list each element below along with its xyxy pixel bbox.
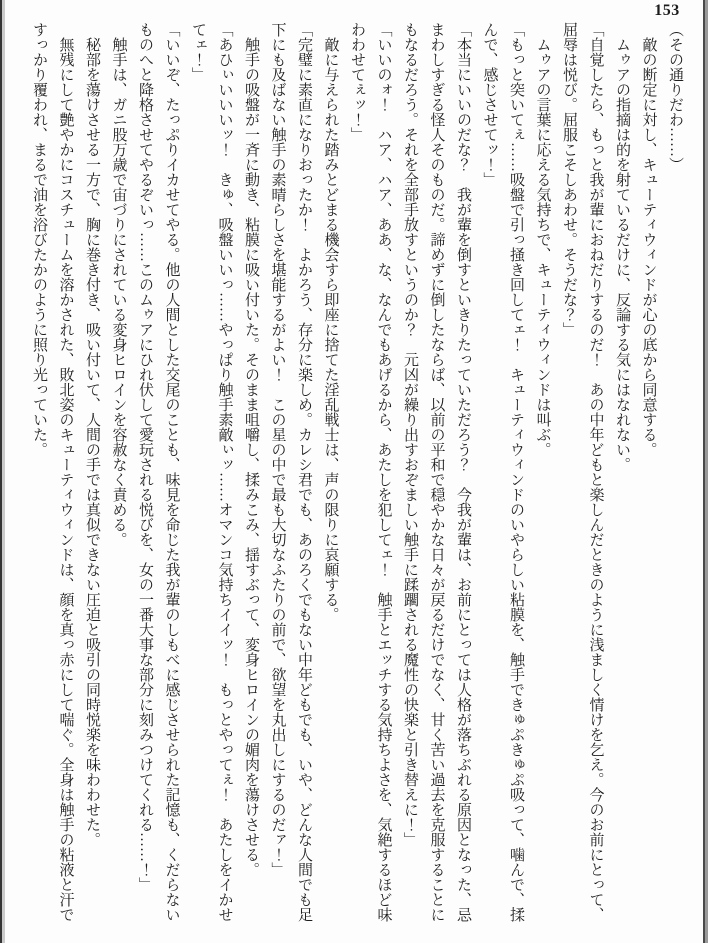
- page-right-edge: [703, 0, 708, 943]
- paragraph: 秘部を蕩けさせる一方で、胸に巻き付き、吸い付いて、人間の手では真似できない圧迫と吸引の同時悦楽を味わわせた。: [84, 37, 100, 847]
- paragraph: 「自覚したら、もっと我が輩におねだりするのだ！ あの中年どもと楽しんだときのように浅ましく情けを乞え。今のお前にとって、屈辱は悦び。屈服こそしあわせ。そうだな？」: [561, 22, 604, 922]
- paragraph: 触手は、ガニ股万歳で宙づりにされている変身ヒロインを容赦なく責める。: [110, 37, 127, 547]
- page-left-edge: [0, 0, 5, 943]
- paragraph: 無残にして艶やかにコスチュームを溶かされた、敗北姿のキューティウィンドは、顔を真っ赤にして喘ぐ。全身は触手の粘液と汗ですっかり覆われ、まるで油を浴びたかのように照り光っていた。: [31, 22, 74, 922]
- paragraph: 「本当にいいのだな？ 我が輩を倒すといきりたっていただろう？ 今我が輩は、お前にとっては人格が落ちぶれる原因となった、忌まわしすぎる怪人そのものだ。諦めずに倒したならば、以前の平和で穏やかな日々が戻るだけでなく、甘く苦い過去を克服することにもなるだろう。それを全部手放すというのか？ 元凶が繰り出すおぞましい触手に蹂躙される魔性の快楽と引き替えに！」: [402, 22, 471, 922]
- paragraph: 敵の断定に対し、キューティウィンドが心の底から同意する。: [640, 37, 657, 457]
- paragraph: ムゥアの指摘は的を射ているだけに、反論する気にはなれない。: [614, 37, 630, 472]
- paragraph: （その通りだわ……）: [667, 22, 683, 172]
- page-number: 153: [654, 2, 680, 19]
- paragraph: 「いいのォ！ ハア、ハア、ああ、な、なんでもあげるから、あたしを犯してェ！ 触手とエッチする気持ちよさを、気絶するほど味わわせてぇッ！」: [349, 22, 392, 922]
- paragraph: 「あひぃいいいッ！ きゅ、吸盤いいっ……やっぱり触手素敵ぃッ……オマンコ気持ちイイッ！ もっとやってぇ！ あたしをイかせてェ！」: [190, 22, 233, 922]
- paragraph: 触手の吸盤が一斉に動き、粘膜に吸い付いた。そのまま咀嚼し、揉みこみ、揺すぶって、変身ヒロインの媚肉を蕩けさせる。: [243, 37, 259, 877]
- paragraph: ムゥアの言葉に応える気持ちで、キューティウィンドは叫ぶ。: [534, 37, 551, 457]
- paragraph: 「完璧に素直になりおったか！ よかろう、存分に楽しめ。カレシ君でも、あのろくでもない中年どもでも、いや、どんな人間でも足下にも及ばない触手の素晴らしさを堪能するがよい！ この星の中で最も大切なふたりの前で、欲望を丸出しにするのだァ！」: [269, 22, 312, 922]
- text-columns: [18, 22, 688, 923]
- paragraph: 「いいぞ、たっぷりイカせてやる。他の人間とした交尾のことも、味見を命じた我が輩のしもべに感じさせられた記憶も、くだらないものへと降格させてやるぞいっ……このムゥアにひれ伏して愛玩される悦びを、女の一番大事な部分に刻みつけてくれる……！」: [137, 22, 180, 922]
- paragraph: 「もっと突いてぇ……吸盤で引っ掻き回してェ！ キューティウィンドのいやらしい粘膜を、触手できゅぷきゅぷ吸って、噛んで、揉んで、感じさせてッ！」: [481, 22, 524, 922]
- paragraph: 敵に与えられた踏みとどまる機会すら即座に捨てた淫乱戦士は、声の限りに哀願する。: [322, 37, 339, 622]
